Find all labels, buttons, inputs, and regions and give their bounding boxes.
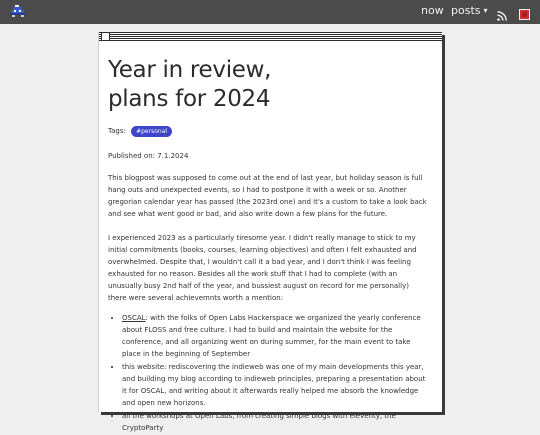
window-close-button[interactable] (101, 32, 110, 41)
post-window (98, 32, 442, 432)
list-item-website (122, 361, 428, 409)
rss-feed-icon[interactable] (497, 6, 507, 16)
list-item-text: all the workshops at Open Labs, from creating simple blogs with eleventy, the CryptoParty (122, 412, 396, 432)
oscal-link[interactable]: OSCAL (122, 314, 146, 322)
nav-posts-label: posts (451, 4, 481, 17)
nav-posts-dropdown[interactable] (451, 4, 488, 17)
achievements-list (108, 312, 428, 434)
list-item-text: this website: rediscovering the indieweb was one of my main developments this year, and building my blog according to indieweb principles, preparing a presentation about it for OSCAL, and writing about it afterwards really helped me absorb the knowledge and open new horizons. (122, 363, 426, 407)
list-item-workshops (122, 410, 428, 434)
tag-personal[interactable]: #personal (131, 126, 172, 137)
tags-label: Tags: (108, 127, 126, 135)
list-item-text: : with the folks of Open Labs Hackerspace we organized the yearly conference about FLOSS and free culture. I had to build and maintain the website for the conference, and all organizing went on during summer, for the main event to take place in the beginning of September (122, 314, 421, 358)
post-title-line-2: plans for 2024 (108, 86, 271, 112)
site-logo-icon[interactable] (9, 3, 27, 19)
bookmark-icon[interactable] (519, 5, 530, 16)
window-titlebar (99, 32, 442, 41)
post-tags (108, 126, 428, 137)
post-content (108, 48, 428, 435)
chevron-down-icon: ▾ (483, 6, 488, 15)
post-title-line-1: Year in review, (108, 57, 272, 83)
published-date: Published on: 7.1.2024 (108, 152, 189, 160)
list-item-oscal (122, 312, 428, 360)
post-title (108, 56, 428, 114)
top-nav-bar (0, 0, 540, 24)
post-paragraph-2: I experienced 2023 as a particularly tiresome year. I didn't really manage to stick to my initial commitments (books, courses, learning objectives) and often I felt exhausted and overwhelmed. Despite that, I wouldn't call it a bad year, and I don't think I was feeling exhausted for no reason. Besides all the work stuff that I had to complete (with an unusually busy 2nd half of the year, and bussiest august on record for me personally) there were several achievemnts worth a mention: (108, 234, 417, 302)
post-paragraph-1: This blogpost was supposed to come out at the end of last year, but holiday season is full hang outs and unexpected events, so I had to postpone it with a week or so. Another gregorian calendar year has passed (the 2023rd one) and it's a custom to take a look back and see what went good or bad, and also write down a few plans for the future. (108, 174, 427, 218)
nav-now-link[interactable]: now (421, 4, 444, 17)
